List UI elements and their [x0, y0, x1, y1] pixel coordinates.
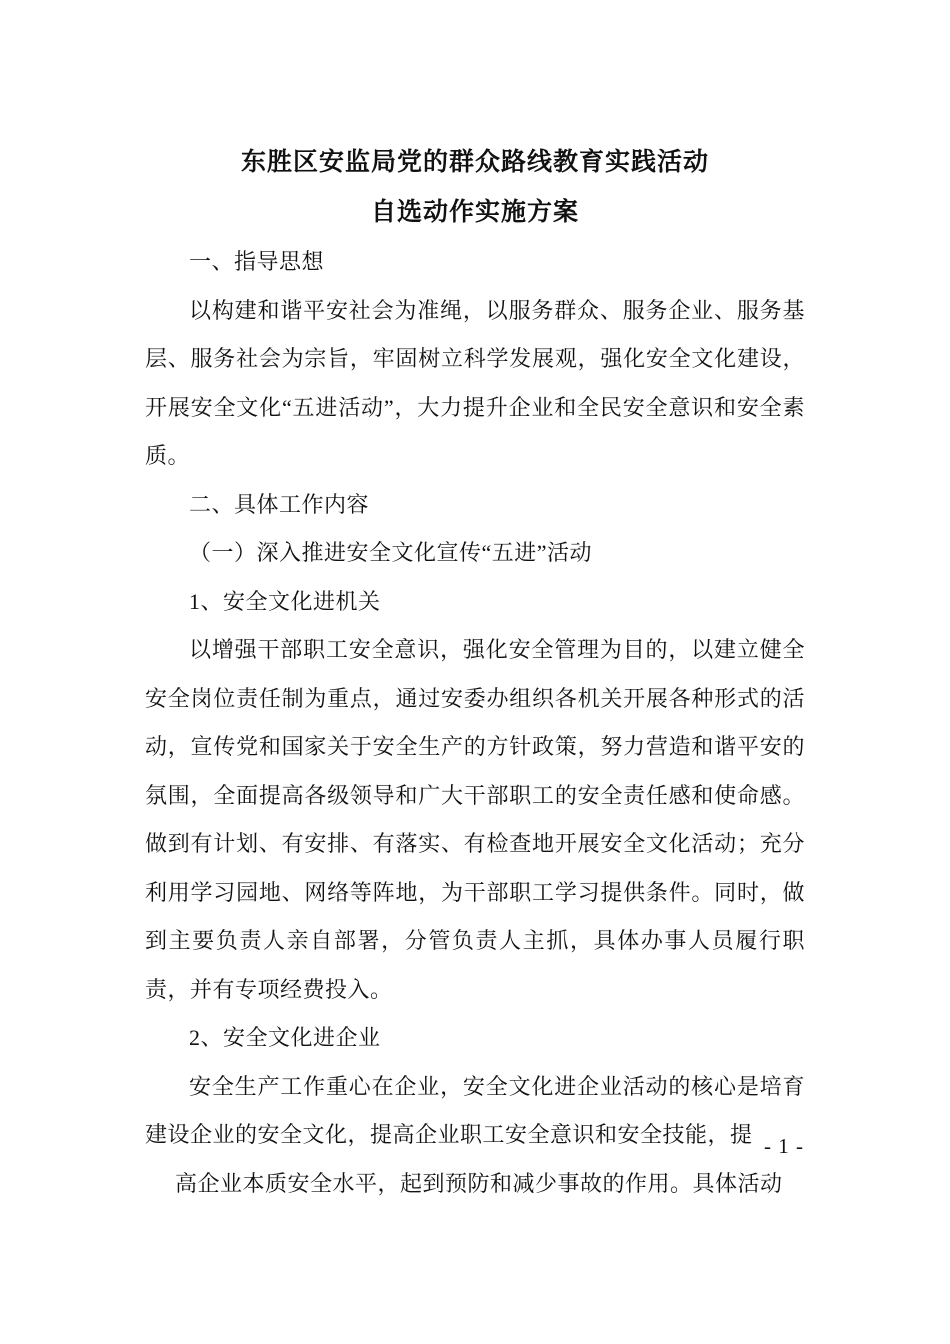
paragraph-1: 一、指导思想: [189, 249, 325, 274]
paragraph-8: 安全生产工作重心在企业，安全文化进企业活动的核心是培育建设企业的安全文化，提高企业职工安全意识和安全技能，提: [145, 1073, 805, 1147]
paragraph-7: 2、安全文化进企业: [189, 1025, 381, 1050]
paragraph-9: 高企业本质安全水平，起到预防和减少事故的作用。具体活动: [175, 1170, 783, 1196]
page-number: - 1 -: [764, 1134, 804, 1158]
document-title-line-2: 自选动作实施方案: [370, 199, 579, 226]
document-title-line-1: 东胜区安监局党的群众路线教育实践活动: [240, 149, 709, 176]
document-body: [145, 238, 805, 1208]
paragraph-5: 1、安全文化进机关: [189, 588, 381, 614]
paragraph-4: （一）深入推进安全文化宣传“五进”活动: [189, 540, 593, 565]
paragraph-3: 二、具体工作内容: [189, 491, 370, 517]
paragraph-2: 以构建和谐平安社会为准绳，以服务群众、服务企业、服务基层、服务社会为宗旨，牢固树立科学发展观，强化安全文化建设，开展安全文化“五进活动”，大力提升企业和全民安全意识和安全素质。: [145, 297, 805, 468]
paragraph-6: 以增强干部职工安全意识，强化安全管理为目的，以建立健全安全岗位责任制为重点，通过安委办组织各机关开展各种形式的活动，宣传党和国家关于安全生产的方针政策，努力营造和谐平安的氛围，全面提高各级领导和广大干部职工的安全责任感和使命感。做到有计划、有安排、有落实、有检查地开展安全文化活动；充分利用学习园地、网络等阵地，为干部职工学习提供条件。同时，做到主要负责人亲自部署，分管负责人主抓，具体办事人员履行职责，并有专项经费投入。: [145, 637, 805, 1002]
